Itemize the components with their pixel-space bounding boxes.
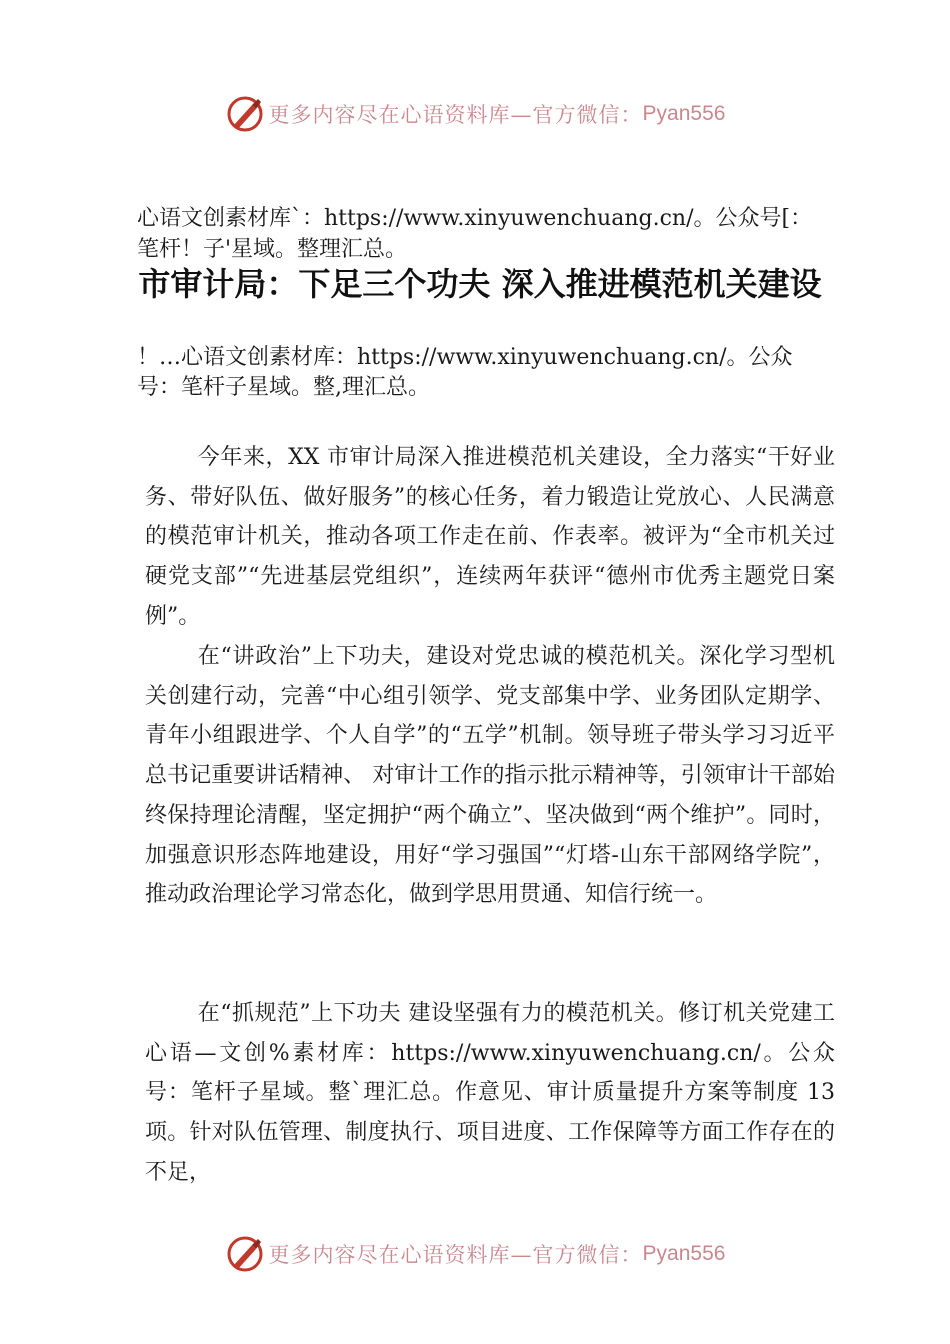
paragraph-standards: 在“抓规范”上下功夫 建设坚强有力的模范机关。修订机关党建工心语—文创%素材库：https://www.xinyuwenchuang.cn/。公众号：笔杆子星域。整`理汇总。作意见、审计质量提升方案等制度 13 项。针对队伍管理、制度执行、项目进度、工作保障等方面工作存在的不足，: [145, 1001, 835, 1185]
pen-logo-icon: [225, 94, 265, 134]
pen-logo-icon: [225, 1234, 265, 1274]
footer-banner-wechat-id: Pyan556: [642, 1242, 726, 1265]
paragraph-2-container: [145, 637, 835, 915]
article-title: 市审计局：下足三个功夫 深入推进模范机关建设: [138, 265, 822, 303]
source-note-sub: ！…心语文创素材库：https://www.xinyuwenchuang.cn/。公众号：笔杆子星域。整,理汇总。: [137, 345, 793, 400]
paragraph-3-container: [145, 994, 835, 1193]
paragraph-intro: 今年来，XX 市审计局深入推进模范机关建设，全力落实“干好业务、带好队伍、做好服务”的核心任务，着力锻造让党放心、人民满意的模范审计机关，推动各项工作走在前、作表率。被评为“全市机关过硬党支部”“先进基层党组织”，连续两年获评“德州市优秀主题党日案例”。: [145, 445, 835, 629]
banner-wechat-id: Pyan556: [642, 102, 726, 125]
footer-banner-text: 更多内容尽在心语资料库—官方微信：: [268, 1243, 643, 1267]
footer-banner: [0, 1232, 950, 1276]
header-banner: [0, 92, 950, 136]
paragraph-1-container: [145, 438, 835, 637]
banner-text: 更多内容尽在心语资料库—官方微信：: [268, 103, 643, 127]
source-note-top: 心语文创素材库`：https://www.xinyuwenchuang.cn/。公众号[：笔杆！子'星域。整理汇总。: [137, 206, 813, 262]
paragraph-politics: 在“讲政治”上下功夫，建设对党忠诚的模范机关。深化学习型机关创建行动，完善“中心组引领学、党支部集中学、业务团队定期学、青年小组跟进学、个人自学”的“五学”机制。领导班子带头学习习近平总书记重要讲话精神、 对审计工作的指示批示精神等，引领审计干部始终保持理论清醒，坚定拥护“两个确立”、坚决做到“两个维护”。同时， 加强意识形态阵地建设，用好“学习强国”“灯塔-山东干部网络学院”，推动政治理论学习常态化，做到学思用贯通、知信行统一。: [145, 644, 835, 908]
